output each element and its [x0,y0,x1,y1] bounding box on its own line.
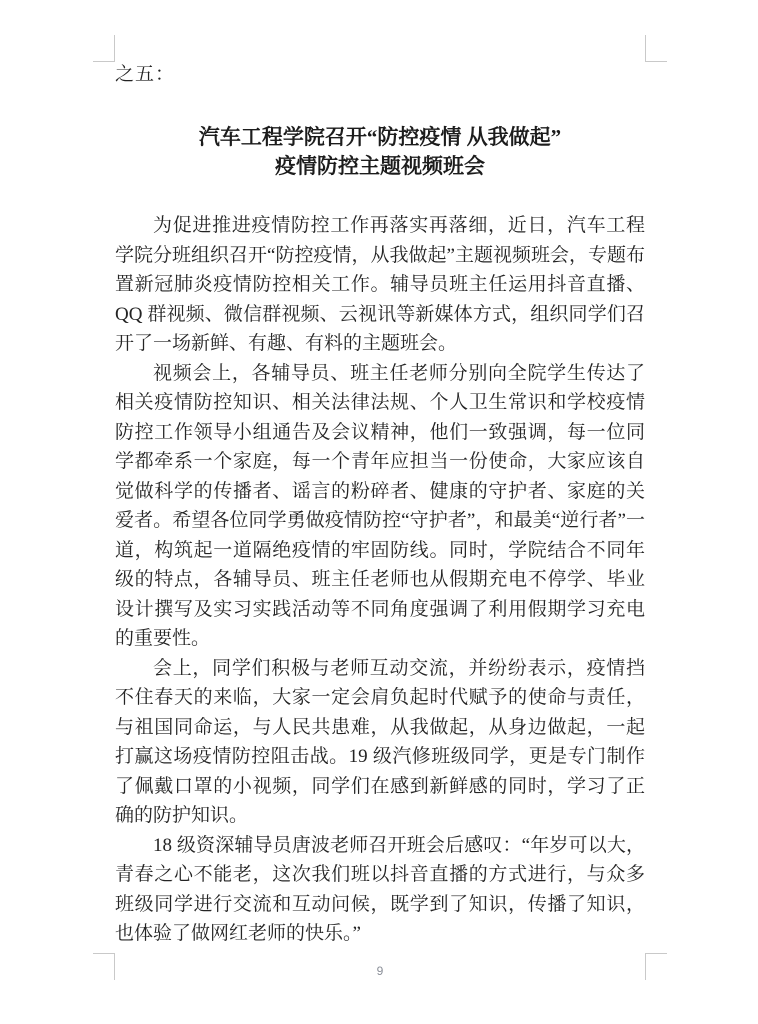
paragraph-3: 会上，同学们积极与老师互动交流，并纷纷表示，疫情挡不住春天的来临，大家一定会肩负起时代赋予的使命与责任，与祖国同命运，与人民共患难，从我做起，从身边做起，一起打赢这场疫情防控阻击战。19 级汽修班级同学，更是专门制作了佩戴口罩的小视频，同学们在感到新鲜感的同时，学习了正确的防护知识。 [115,657,645,826]
series-label: 之五： [115,64,176,85]
document-title-line-2: 疫情防控主题视频班会 [275,154,485,178]
crop-mark-top-left [93,35,115,62]
document-body [115,211,645,949]
document-title-line-1: 汽车工程学院召开“防控疫情 从我做起” [198,125,562,149]
paragraph-1: 为促进推进疫情防控工作再落实再落细，近日，汽车工程学院分班组织召开“防控疫情，从我做起”主题视频班会，专题布置新冠肺炎疫情防控相关工作。辅导员班主任运用抖音直播、QQ 群视频、微信群视频、云视讯等新媒体方式，组织同学们召开了一场新鲜、有趣、有料的主题班会。 [115,215,645,354]
document-title [115,123,645,181]
paragraph-2: 视频会上，各辅导员、班主任老师分别向全院学生传达了相关疫情防控知识、相关法律法规、个人卫生常识和学校疫情防控工作领导小组通告及会议精神，他们一致强调，每一位同学都牵系一个家庭，每一个青年应担当一份使命，大家应该自觉做科学的传播者、谣言的粉碎者、健康的守护者、家庭的关爱者。希望各位同学勇做疫情防控“守护者”，和最美“逆行者”一道，构筑起一道隔绝疫情的牢固防线。同时，学院结合不同年级的特点，各辅导员、班主任老师也从假期充电不停学、毕业设计撰写及实习实践活动等不同角度强调了利用假期学习充电的重要性。 [115,362,645,649]
crop-mark-bottom-right [645,953,667,980]
paragraph-4: 18 级资深辅导员唐波老师召开班会后感叹：“年岁可以大，青春之心不能老，这次我们班以抖音直播的方式进行，与众多班级同学进行交流和互动问候，既学到了知识，传播了知识，也体验了做网红老师的快乐。” [115,834,645,944]
crop-mark-top-right [645,35,667,62]
page-number: 9 [376,964,384,978]
crop-mark-bottom-left [93,953,115,980]
